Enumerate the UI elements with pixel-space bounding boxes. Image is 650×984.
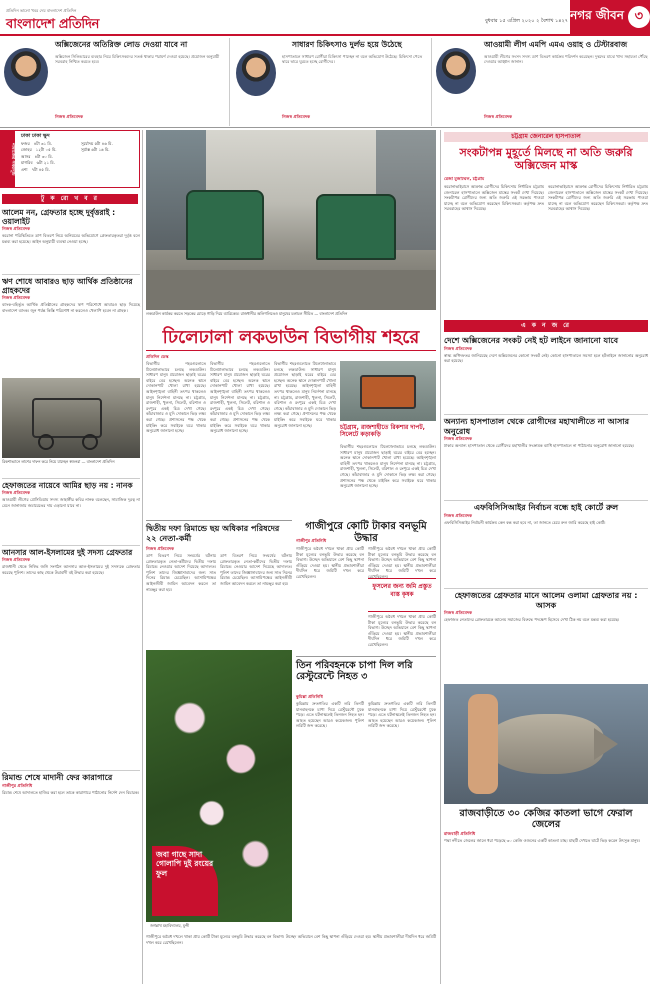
story-pickup-body-1: কুমিল্লায় দ্রুতগতির একটি লরি তিনটি যানবাহনকে চাপা দিয়ে রেস্টুরেন্টে ঢুকে পড়ে। এতে ঘটনাস্থলেই তিনজন নিহত হন। আহত হয়েছেন আরও কয়েকজন। পুলিশ লরিটি জব্দ করেছে।: [296, 701, 364, 729]
story-fine-headline: দ্বিতীয় দফা রিমান্ডে ছয় অধিকার পরিষদের ২২ নেতা-কর্মী: [146, 524, 280, 543]
main-photo: [146, 130, 436, 310]
top-teaser-1[interactable]: [0, 38, 230, 126]
story-forest-body-2: গাজীপুরে অবৈধ দখলে থাকা প্রায় কোটি টাকা মূল্যের বনভূমি উদ্ধার করেছে বন বিভাগ। উচ্ছেদ অভিযানে বেশ কিছু স্থাপনা গুঁড়িয়ে দেওয়া হয়। স্থানীয় প্রভাবশালীরা দীর্ঘদিন ধরে জমিটি দখল করে রেখেছিলেন।: [368, 546, 436, 579]
section-name: নগর জীবন: [570, 8, 624, 22]
item-headline: রিমান্ড শেষে মাদানী ফের কারাগারে: [2, 773, 113, 782]
rickshaw-photo: [2, 378, 140, 458]
item-headline: হেফাজতের নায়েবে আমির ছাড় নয় : নানক: [2, 481, 133, 490]
person-photo: [4, 48, 48, 96]
item-headline: ঋণ শোধে আবারও ছাড় আর্থিক প্রতিষ্ঠানের গ্রাহকদের: [2, 277, 133, 295]
left-photo-caption: রিকশাভ্যানে লাশের দাফন করে নিয়ে যাচ্ছেন স্বজনরা — বাংলাদেশ প্রতিদিন: [2, 459, 115, 464]
divider: [146, 520, 292, 521]
main-body-col-3: বিভাগীয় শহরগুলোতে ঢিলেঢালাভাবে চলছে লকডাউন। সাধারণ মানুষ প্রয়োজন ছাড়াই ঘরের বাইরে বের হচ্ছেন। অনেক স্থানে দোকানপাট খোলা রাখা হয়েছে। আইনশৃঙ্খলা বাহিনী তৎপর থাকলেও মানুষ নির্দেশনা মানছে না। চট্টগ্রাম, রাজশাহী, খুলনা, সিলেট, বরিশাল ও রংপুরে একই চিত্র দেখা গেছে। কাঁচাবাজার ও মুদি দোকানে ভিড় লক্ষ্য করা গেছে। প্রশাসনের পক্ষ থেকে মাইকিং করে সবাইকে ঘরে থাকার অনুরোধ জানানো হচ্ছে।: [274, 361, 336, 428]
item-body: হেফাজত নেতাদের গ্রেফতারকে আলেম সমাজের বিরুদ্ধে পদক্ষেপ হিসেবে দেখা ঠিক নয় বলে মন্তব্য করা হয়েছে।: [444, 617, 620, 623]
teaser-byline: নিজস্ব প্রতিবেদক: [484, 114, 513, 119]
right-lead-byline: রেজা মুজাম্মেল, চট্টগ্রাম: [444, 176, 485, 181]
top-teaser-2[interactable]: [232, 38, 432, 126]
item-body: পদ্মা নদীতে জেলের জালে ধরা পড়েছে ৩০ কেজি ওজনের একটি কাতলা মাছ। মাছটি দেখতে ঘাটে ভিড় করেন উৎসুক মানুষ।: [444, 837, 641, 843]
divider: [0, 127, 650, 128]
inset-photo: [340, 361, 436, 421]
sun-times: [81, 141, 137, 154]
item-byline: রাজবাড়ী প্রতিনিধি: [444, 830, 476, 836]
left-item-4[interactable]: [2, 545, 140, 625]
masthead-tagline: প্রতিদিন ভালো খবর দেয় বাংলাদেশ প্রতিদিন: [6, 8, 77, 13]
prayer-label: নামাজের সময়সূচি: [1, 131, 15, 187]
person-shape: [468, 694, 498, 794]
item-headline: রাজবাড়ীতে ৩০ কেজির কাতলা ভাগে ফেরাল জেলের: [459, 808, 633, 831]
teaser-headline: অক্সিজেনের অতিরিক্ত লোড দেওয়া যাবে না: [55, 40, 188, 49]
main-photo-caption: লকডাউন কার্যকর করতে সড়কের মোড়ে গাড়ি দিয়ে ব্যারিকেড। রাজধানীর অলিগলিতেও মানুষের চলাচল সীমিত — বাংলাদেশ প্রতিদিন: [146, 311, 348, 316]
item-headline: হেফাজতের গ্রেফতার মানে আলেম ওলামা গ্রেফতার নয় : আসক: [454, 591, 638, 610]
item-byline: নিজস্ব প্রতিবেদক: [444, 345, 473, 351]
pull-quote: ফুসলের জন্য জমি প্রস্তুত ব্যস্ত কৃষক: [368, 578, 436, 612]
rickshaw-shape: [360, 375, 416, 409]
auto-rickshaw-right: [316, 194, 396, 260]
auto-rickshaw-left: [186, 190, 264, 260]
story-fine-body-2: ত্রাণ বিতরণ নিয়ে সংঘর্ষের ঘটনায় গ্রেফতারকৃত নেতা-কর্মীদের দ্বিতীয় দফায় রিমান্ডে নেওয়ার আদেশ দিয়েছে আদালত। পুলিশ তাদের জিজ্ঞাসাবাদের জন্য সাত দিনের রিমান্ড চেয়েছিল। আসামিপক্ষের আইনজীবী জামিন আবেদন করলে তা নামঞ্জুর করা হয়।: [220, 553, 292, 586]
prayer-name: ফজর: [21, 141, 30, 146]
item-body: রিমান্ড শেষে আদালতে হাজির করা হলে তাকে কারাগারে পাঠানোর নির্দেশ দেন বিচারক।: [2, 789, 140, 795]
divider: [296, 656, 436, 657]
column-rule: [142, 130, 143, 984]
top-teaser-3[interactable]: [434, 38, 650, 126]
teaser-headline: সাধারণ চিকিৎসাও দুর্লভ হয়ে উঠেছে: [292, 40, 402, 49]
item-body: রাজধানী থেকে নিষিদ্ধ জঙ্গি সংগঠন আনসার আল-ইসলামের দুই সদস্যকে গ্রেফতার করেছে পুলিশ। তাদের কাছ থেকে উগ্রবাদী বই উদ্ধার করা হয়েছে।: [2, 564, 140, 575]
item-byline: নিজস্ব প্রতিবেদক: [444, 610, 473, 616]
left-item-2[interactable]: [2, 274, 140, 374]
sunrise: সূর্যোদয় ৫টা ৪৬ মি.: [81, 141, 113, 146]
item-headline: অন্যান্য হাসপাতাল থেকে রোগীদের মহাখালীতে না আসার অনুরোধ: [444, 417, 629, 436]
item-body: এফবিসিসিআইর নির্বাচনী কার্যক্রম কেন বন্ধ করা হবে না, তা জানতে চেয়ে রুল জারি করেছে হাই কোর্ট।: [444, 519, 606, 525]
item-body: স্বাস্থ্য অধিদফতর জানিয়েছে দেশে অক্সিজেনের কোনো সংকট নেই। কোনো হাসপাতালে সমস্যা হলে হটলাইনে জানানোর অনুরোধ করা হয়েছে।: [444, 352, 648, 364]
main-headline: ঢিলেঢালা লকডাউন বিভাগীয় শহরে: [162, 327, 420, 348]
inset-caption: চট্টগ্রাম, রাজশাহীতে রিকশার দাপট, সিলেটে কড়াকড়ি: [340, 424, 425, 439]
item-byline: নিজস্ব প্রতিবেদক: [444, 512, 473, 518]
prayer-name: আসর: [21, 153, 31, 159]
item-body: ঢাকার অন্যান্য হাসপাতাল থেকে রোগীদের মহাখালীর সংক্রামক ব্যাধি হাসপাতালে না পাঠানোর অনুরোধ জানানো হয়েছে।: [444, 443, 635, 449]
short-news-label: টু ক রো খ ব র: [2, 194, 138, 204]
prayer-time: ৪টা ৩১ মি.: [33, 141, 53, 146]
right-lead-body-1: করোনাভাইরাসে আক্রান্ত রোগীদের চিকিৎসায় নির্ধারিত চট্টগ্রাম জেনারেল হাসপাতালে অক্সিজেন মাস্কের সংকট দেখা দিয়েছে। সংকটাপন্ন রোগীদের জন্য অতি জরুরি এই সরঞ্জাম পাওয়া যাচ্ছে না বলে অভিযোগ করেছেন চিকিৎসকরা। কর্তৃপক্ষ দ্রুত সরবরাহের আশ্বাস দিয়েছে।: [444, 184, 544, 212]
road-shape: [146, 270, 436, 310]
main-body-col-4: বিভাগীয় শহরগুলোতে ঢিলেঢালাভাবে চলছে লকডাউন। সাধারণ মানুষ প্রয়োজন ছাড়াই ঘরের বাইরে বের হচ্ছেন। অনেক স্থানে দোকানপাট খোলা রাখা হয়েছে। আইনশৃঙ্খলা বাহিনী তৎপর থাকলেও মানুষ নির্দেশনা মানছে না। চট্টগ্রাম, রাজশাহী, খুলনা, সিলেট, বরিশাল ও রংপুরে একই চিত্র দেখা গেছে। কাঁচাবাজার ও মুদি দোকানে ভিড় লক্ষ্য করা গেছে। প্রশাসনের পক্ষ থেকে মাইকিং করে সবাইকে ঘরে থাকার অনুরোধ জানানো হচ্ছে।: [340, 444, 436, 489]
flower-caption-tag: জবা গাছে সাদা গোলাপি দুই রংয়ের ফুল: [152, 846, 218, 916]
story-fine-body-1: ত্রাণ বিতরণ নিয়ে সংঘর্ষের ঘটনায় গ্রেফতারকৃত নেতা-কর্মীদের দ্বিতীয় দফায় রিমান্ডে নেওয়ার আদেশ দিয়েছে আদালত। পুলিশ তাদের জিজ্ঞাসাবাদের জন্য সাত দিনের রিমান্ড চেয়েছিল। আসামিপক্ষের আইনজীবী জামিন আবেদন করলে তা নামঞ্জুর করা হয়।: [146, 553, 216, 592]
right-lead-headline: সংকটাপন্ন মুহূর্তে মিলছে না অতি জরুরি অক্সিজেন মাস্ক: [459, 146, 633, 173]
item-byline: নিজস্ব প্রতিবেদক: [2, 295, 31, 300]
page-number: ৩: [628, 6, 650, 28]
left-item-1[interactable]: [2, 208, 140, 272]
flower-photo-credit: জগন্নাথ মহাবিদ্যালয়, মুন্সী: [150, 923, 190, 928]
item-headline: দেশে অক্সিজেনের সংকট নেই হট লাইনে জানানো যাবে: [444, 336, 619, 345]
item-byline: নিজস্ব প্রতিবেদক: [2, 226, 31, 231]
masthead-logo: [6, 8, 156, 36]
section-tag: [570, 0, 650, 34]
item-body: করোনা পরিস্থিতিতে ত্রাণ বিতরণ নিয়ে অনিয়মের অভিযোগে গ্রেফতারকৃতরা দুর্বৃত্ত বলে মন্তব্য করা হয়েছে। আইন অনুযায়ী ব্যবস্থা নেওয়া হচ্ছে।: [2, 233, 140, 244]
prayer-time: ৬টা ২১ মি.: [36, 160, 55, 166]
story-forest-body-3: গাজীপুরে অবৈধ দখলে থাকা প্রায় কোটি টাকা মূল্যের বনভূমি উদ্ধার করেছে বন বিভাগ। উচ্ছেদ অভিযানে বেশ কিছু স্থাপনা গুঁড়িয়ে দেওয়া হয়। স্থানীয় প্রভাবশালীরা দীর্ঘদিন ধরে জমিটি দখল করে রেখেছিলেন।: [368, 614, 436, 647]
teaser-body: আওয়ামী লীগের সংসদ সদস্য ত্রাণ বিতরণ কার্যক্রম পরিদর্শন করেছেন। দুস্থদের মাঝে খাদ্য সহায়তা পৌঁছে দেওয়ার আহ্বান জানান।: [484, 54, 648, 65]
item-byline: নিজস্ব প্রতিবেদক: [2, 557, 31, 562]
teaser-byline: নিজস্ব প্রতিবেদক: [282, 114, 311, 119]
story-pickup-body-2: কুমিল্লায় দ্রুতগতির একটি লরি তিনটি যানবাহনকে চাপা দিয়ে রেস্টুরেন্টে ঢুকে পড়ে। এতে ঘটনাস্থলেই তিনজন নিহত হন। আহত হয়েছেন আরও কয়েকজন। পুলিশ লরিটি জব্দ করেছে।: [368, 701, 436, 729]
story-forest-byline: গাজীপুর প্রতিনিধি: [296, 538, 327, 543]
flower-body: গাজীপুরে অবৈধ দখলে থাকা প্রায় কোটি টাকা মূল্যের বনভূমি উদ্ধার করেছে বন বিভাগ। উচ্ছেদ অভিযানে বেশ কিছু স্থাপনা গুঁড়িয়ে দেওয়া হয়। স্থানীয় প্রভাবশালীরা দীর্ঘদিন ধরে জমিটি দখল করে রেখেছিলেন।: [146, 934, 436, 945]
left-item-3[interactable]: [2, 478, 140, 542]
column-rule: [440, 130, 441, 984]
prayer-row: [21, 167, 81, 173]
right-banner: চট্টগ্রাম জেনারেল হাসপাতাল: [444, 132, 648, 142]
dateline: বুধবার ১৫ এপ্রিল ২০২০ ২ বৈশাখ ১৪২৭: [484, 18, 568, 24]
prayer-time: ৪টা ৩০ মি.: [34, 153, 53, 159]
main-body-col-2: বিভাগীয় শহরগুলোতে ঢিলেঢালাভাবে চলছে লকডাউন। সাধারণ মানুষ প্রয়োজন ছাড়াই ঘরের বাইরে বের হচ্ছেন। অনেক স্থানে দোকানপাট খোলা রাখা হয়েছে। আইনশৃঙ্খলা বাহিনী তৎপর থাকলেও মানুষ নির্দেশনা মানছে না। চট্টগ্রাম, রাজশাহী, খুলনা, সিলেট, বরিশাল ও রংপুরে একই চিত্র দেখা গেছে। কাঁচাবাজার ও মুদি দোকানে ভিড় লক্ষ্য করা গেছে। প্রশাসনের পক্ষ থেকে মাইকিং করে সবাইকে ঘরে থাকার অনুরোধ জানানো হচ্ছে।: [210, 361, 270, 434]
main-body-col-1: বিভাগীয় শহরগুলোতে ঢিলেঢালাভাবে চলছে লকডাউন। সাধারণ মানুষ প্রয়োজন ছাড়াই ঘরের বাইরে বের হচ্ছেন। অনেক স্থানে দোকানপাট খোলা রাখা হয়েছে। আইনশৃঙ্খলা বাহিনী তৎপর থাকলেও মানুষ নির্দেশনা মানছে না। চট্টগ্রাম, রাজশাহী, খুলনা, সিলেট, বরিশাল ও রংপুরে একই চিত্র দেখা গেছে। কাঁচাবাজার ও মুদি দোকানে ভিড় লক্ষ্য করা গেছে। প্রশাসনের পক্ষ থেকে মাইকিং করে সবাইকে ঘরে থাকার অনুরোধ জানানো হচ্ছে।: [146, 361, 206, 434]
story-fine-byline: নিজস্ব প্রতিবেদক: [146, 546, 175, 551]
divider: [146, 350, 436, 351]
prayer-title: ঢাকা ঢাকা ক্ষুদ: [21, 133, 50, 139]
story-pickup-byline: কুমিল্লা প্রতিনিধি: [296, 694, 323, 699]
fish-shape: [484, 714, 604, 774]
fish-photo: [444, 684, 648, 804]
right-section-label: এ ক ন জ রে: [444, 320, 648, 332]
prayer-name: জোহর: [21, 147, 32, 153]
left-item-5[interactable]: [2, 770, 140, 984]
fish-tail: [594, 728, 618, 760]
prayer-time: ১২টা ০৫ মি.: [35, 147, 57, 153]
prayer-times-box: [0, 130, 140, 188]
right-item-2[interactable]: [444, 414, 648, 498]
right-lead-body-2: করোনাভাইরাসে আক্রান্ত রোগীদের চিকিৎসায় নির্ধারিত চট্টগ্রাম জেনারেল হাসপাতালে অক্সিজেন মাস্কের সংকট দেখা দিয়েছে। সংকটাপন্ন রোগীদের জন্য অতি জরুরি এই সরঞ্জাম পাওয়া যাচ্ছে না বলে অভিযোগ করেছেন চিকিৎসকরা। কর্তৃপক্ষ দ্রুত সরবরাহের আশ্বাস দিয়েছে।: [548, 184, 648, 212]
person-photo: [236, 50, 276, 96]
story-forest-headline: গাজীপুরে কোটি টাকার বনভূমি উদ্ধার: [305, 521, 427, 544]
right-item-1[interactable]: [444, 336, 648, 412]
masthead-name: বাংলাদেশ প্রতিদিন: [6, 17, 100, 32]
right-item-5[interactable]: [444, 806, 648, 982]
rickshaw-shape: [32, 398, 102, 438]
item-body: আওয়ামী লীগের প্রেসিডিয়াম সদস্য জাহাঙ্গীর কবির নানক বলেছেন, সামাজিক দূরত্ব না মেনে জানাজায় জমায়েতের দায় এড়ানো যাবে না।: [2, 497, 140, 508]
prayer-time: ৭টা ৪৫ মি.: [31, 166, 50, 172]
item-headline: আনসার আল-ইসলামের দুই সদস্য গ্রেফতার: [2, 548, 133, 557]
flower-photo: [146, 650, 292, 922]
item-body: ব্যাংক-বহির্ভূত আর্থিক প্রতিষ্ঠানের গ্রাহকদের ঋণ পরিশোধে আবারও ছাড় দিয়েছে বাংলাদেশ ব্যাংক। জুন পর্যন্ত কিস্তি পরিশোধ না করলেও খেলাপি হবেন না গ্রাহক।: [2, 302, 140, 313]
teaser-headline: আওয়ামী লীগ এমপি এমএ ওয়াহ ও টেস্টারবাজ: [484, 40, 628, 49]
story-pickup-headline: তিন পরিবহনকে চাপা দিল লরি রেস্টুরেন্টে নিহত ৩: [296, 660, 413, 683]
item-byline: গাজীপুর প্রতিনিধি: [2, 782, 33, 788]
prayer-rows: [21, 141, 81, 173]
prayer-name: এশা: [21, 166, 28, 172]
main-byline: প্রতিদিন ডেস্ক: [146, 354, 169, 359]
teaser-byline: নিজস্ব প্রতিবেদক: [55, 114, 84, 119]
story-forest-body-1: গাজীপুরে অবৈধ দখলে থাকা প্রায় কোটি টাকা মূল্যের বনভূমি উদ্ধার করেছে বন বিভাগ। উচ্ছেদ অভিযানে বেশ কিছু স্থাপনা গুঁড়িয়ে দেওয়া হয়। স্থানীয় প্রভাবশালীরা দীর্ঘদিন ধরে জমিটি দখল করে রেখেছিলেন।: [296, 546, 364, 579]
item-byline: নিজস্ব প্রতিবেদক: [2, 490, 31, 495]
item-headline: এফবিসিসিআইর নির্বাচন বন্ধে হাই কোর্টে রুল: [473, 503, 619, 512]
prayer-name: মাগরিব: [21, 160, 33, 166]
item-headline: আলেম নন, গ্রেফতার হচ্ছে দুর্বৃত্তরাই : ওয়ালাইট: [2, 208, 116, 226]
sunset: সূর্যাস্ত ৬টা ১৬ মি.: [81, 147, 110, 153]
right-item-3[interactable]: [444, 500, 648, 586]
item-byline: নিজস্ব প্রতিবেদক: [444, 436, 473, 442]
right-item-4[interactable]: [444, 588, 648, 680]
wheel-shape: [38, 434, 54, 450]
person-photo: [436, 48, 476, 94]
wheel-shape: [82, 434, 98, 450]
masthead-rule: [0, 34, 650, 36]
teaser-body: হাসপাতালে সাধারণ রোগীরা চিকিৎসা পাচ্ছেন না বলে অভিযোগ উঠেছে। চিকিৎসা পেতে দ্বারে দ্বারে ঘুরতে হচ্ছে রোগীদের।: [282, 54, 423, 65]
teaser-body: অক্সিজেন সিলিন্ডারের ব্যবহার নিয়ে চিকিৎসকদের সতর্ক থাকার পরামর্শ দেওয়া হয়েছে। প্রয়োজন অনুযায়ী সরবরাহ নিশ্চিত করতে হবে।: [55, 54, 220, 65]
